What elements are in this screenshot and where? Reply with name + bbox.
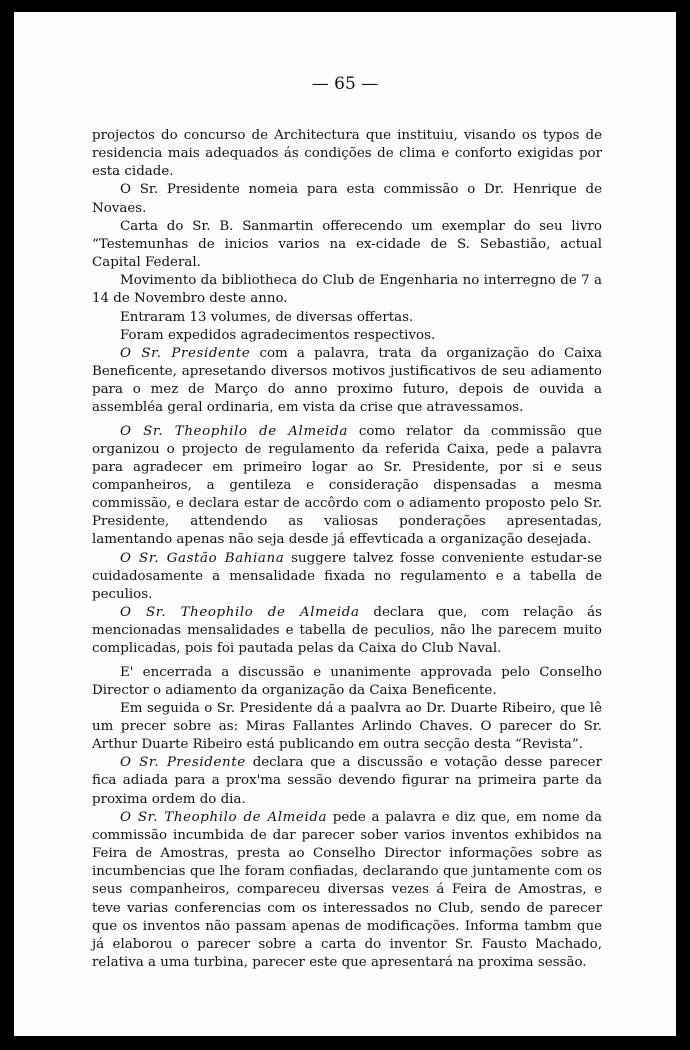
paragraph-text: Em seguida o Sr. Presidente dá a paalvra ao Dr. Duarte Ribeiro, que lê um precer sobre as: Miras Fallantes Arlindo Chaves. O parecer do Sr. Arthur Duarte Ribeiro está publicando em outra secção desta “Revista”. — [92, 700, 602, 753]
speaker-name: O Sr. Gastão Bahiana — [120, 550, 285, 566]
paragraph-text: pede a palavra e diz que, em nome da commissão incumbida de dar parecer sober varios inventos exhibidos na Feira de Amostras, presta ao Conselho Director informações sobre as incumbencias que lhe foram confiadas, declarando que juntamente com os seus companheiros, compareceu diversas vezes á Feira de Amostras, e teve varias conferencias com os interessados no Club, sendo de parecer que os inventos não passam apenas de modificações. Informa tambm que já elaborou o parecer sobre a carta do inventor Sr. Fausto Machado, relativa a uma turbina, parecer este que apresentará na proxima sessão. — [92, 809, 602, 971]
paragraph — [92, 218, 602, 272]
paragraph — [92, 809, 602, 972]
speaker-name: O Sr. Presidente — [120, 345, 251, 361]
paragraph — [92, 700, 602, 754]
paragraph — [92, 604, 602, 658]
paragraph — [92, 309, 602, 327]
paragraph-text: O Sr. Presidente nomeia para esta commissão o Dr. Henrique de Novaes. — [92, 182, 602, 216]
paragraph — [92, 345, 602, 418]
speaker-name: O Sr. Theophilo de Almeida — [120, 605, 360, 621]
paragraph-text: declara que, com relação ás mencionadas mensalidades e tabella de peculios, não lhe parecem muito complicadas, pois foi pautada pelas da Caixa do Club Naval. — [92, 605, 602, 657]
paragraph-text: E' encerrada a discussão e unanimente approvada pelo Conselho Director o adiamento da organização da Caixa Beneficente. — [92, 664, 602, 698]
paragraph — [92, 664, 602, 700]
paragraph — [92, 423, 602, 550]
paragraph — [92, 127, 602, 181]
speaker-name: O Sr. Presidente — [120, 755, 246, 771]
speaker-name: O Sr. Theophilo de Almeida — [120, 809, 328, 825]
book-page — [14, 12, 676, 1036]
paragraph — [92, 181, 602, 217]
paragraph-text: com a palavra, trata da organização do Caixa Beneficente, apresetando diversos motivos justificativos de seu adiamento para o mez de Março do anno proximo futuro, depois de ouvida a assembléa geral ordinaria, em vista da crise que atravessamos. — [92, 345, 602, 416]
body-text — [92, 127, 602, 972]
paragraph — [92, 272, 602, 308]
paragraph-text: Carta do Sr. B. Sanmartin offerecendo um exemplar do seu livro “Testemunhas de inicios varios na ex-cidade de S. Sebastião, actual Capital Federal. — [92, 218, 602, 271]
paragraph-text: como relator da commissão que organizou o projecto de regulamento da referida Caixa, pede a palavra para agradecer em primeiro logar ao Sr. Presidente, por si e seus companheiros, a gentileza e consideração dispensadas a mesma commissão, e declara estar de accôrdo com o adiamento proposto pelo Sr. Presidente, attendendo as valiosas ponderações apresentadas, lamentando apenas não seja desde já effevticada a organização desejada. — [92, 423, 602, 548]
paragraph-text: Foram expedidos agradecimentos respectivos. — [120, 327, 436, 343]
paragraph — [92, 754, 602, 808]
paragraph-text: suggere talvez fosse conveniente estudar-se cuidadosamente a mensalidade fixada no regulamento e a tabella de peculios. — [92, 550, 602, 602]
speaker-name: O Sr. Theophilo de Almeida — [120, 423, 348, 439]
paragraph-text: projectos do concurso de Architectura que instituiu, visando os typos de residencia mais adequados ás condições de clima e conforto exigidas por esta cidade. — [92, 128, 602, 180]
paragraph-text: Entraram 13 volumes, de diversas offertas. — [120, 309, 414, 325]
page-number: — 65 — — [311, 74, 379, 94]
paragraph — [92, 327, 602, 345]
paragraph-text: declara que a discussão e votação desse parecer fica adiada para a prox'ma sessão devendo figurar na primeira parte da proxima ordem do dia. — [92, 755, 602, 807]
paragraph — [92, 550, 602, 604]
paragraph-text: Movimento da bibliotheca do Club de Engenharia no interregno de 7 a 14 de Novembro deste anno. — [92, 273, 602, 307]
